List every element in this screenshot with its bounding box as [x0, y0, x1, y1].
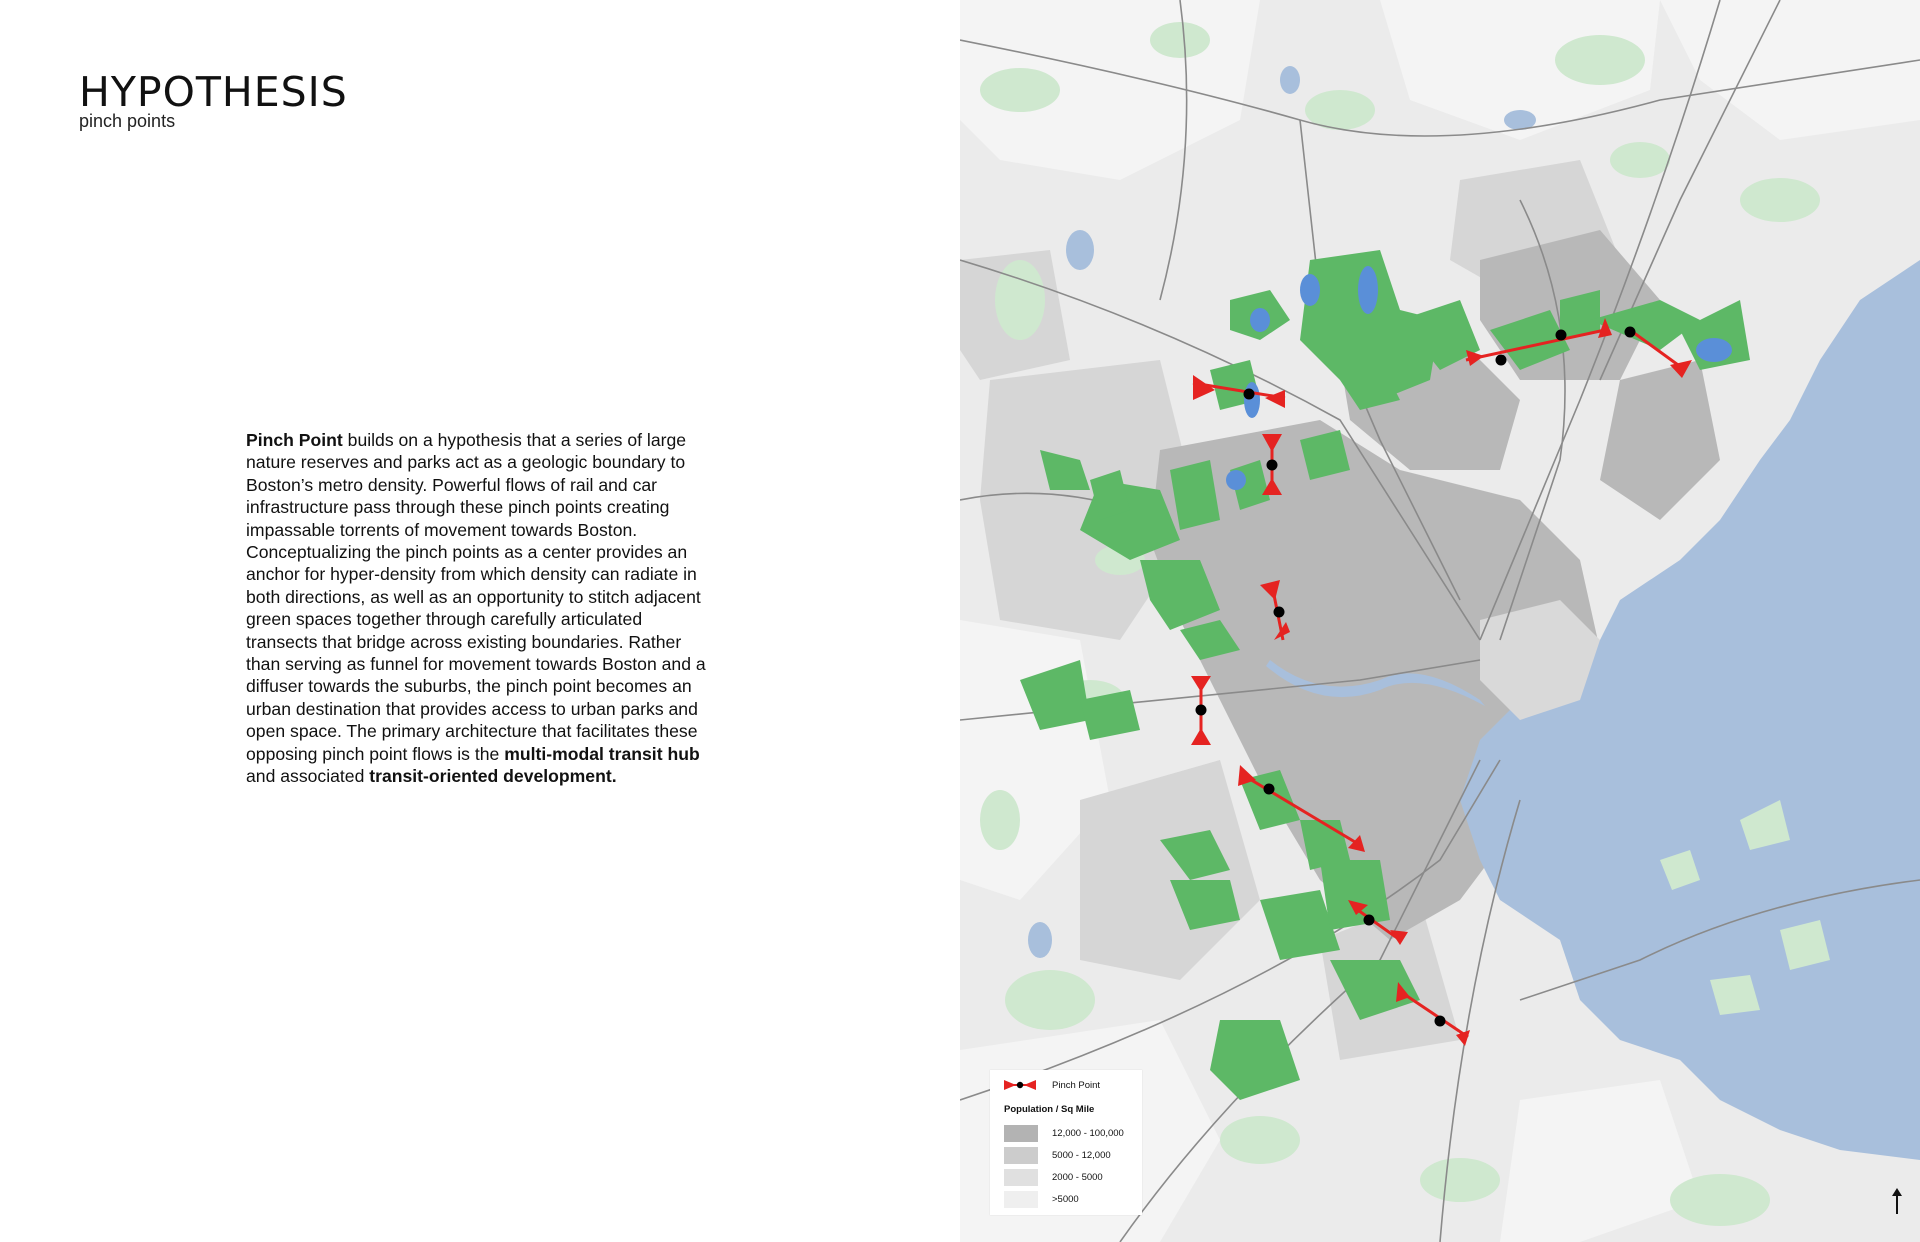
- legend-class-row: [1004, 1169, 1103, 1186]
- legend-class-row: [1004, 1147, 1111, 1164]
- legend-class-row: [1004, 1125, 1124, 1142]
- map-legend: [990, 1070, 1142, 1215]
- tod-bold: transit-oriented development.: [369, 766, 617, 787]
- map-canvas: [960, 0, 1920, 1242]
- legend-title: Population / Sq Mile: [1004, 1104, 1095, 1115]
- legend-swatch: [1004, 1191, 1038, 1208]
- legend-swatch: [1004, 1169, 1038, 1186]
- legend-swatch: [1004, 1147, 1038, 1164]
- page-subtitle: pinch points: [79, 111, 176, 131]
- legend-swatch: [1004, 1125, 1038, 1142]
- transit-hub-bold: multi-modal transit hub: [504, 743, 700, 764]
- legend-class-label: 2000 - 5000: [1052, 1172, 1103, 1183]
- paragraph-mid-text: and associated: [246, 766, 370, 787]
- paragraph-text: builds on a hypothesis that a series of large nature reserves and parks act as a geologic boundary to Boston’s metro density. Powerful flows of rail and car infrastructure pass through these pinch points creating impassable torrents of movement towards Boston. Conceptualizing the pinch points as a center provides an anchor for hyper-density from which density can radiate in both directions, as well as an opportunity to stitch adjacent green spaces together through carefully articulated transects that bridge across existing boundaries. Rather than serving as funnel for movement towards Boston and a diffuser towards the suburbs, the pinch point becomes an urban destination that provides access to urban parks and open space. The primary architecture that facilitates these opposing pinch point flows is the: [246, 430, 706, 764]
- pinch-point-icon: [1002, 1078, 1038, 1092]
- north-arrow-icon: [1891, 1188, 1903, 1214]
- legend-class-label: 12,000 - 100,000: [1052, 1128, 1124, 1139]
- legend-pinch-label: Pinch Point: [1052, 1079, 1101, 1091]
- legend-class-label: >5000: [1052, 1194, 1079, 1205]
- legend-class-row: [1004, 1191, 1079, 1208]
- pinch-point-bold: Pinch Point: [246, 430, 343, 450]
- legend-class-label: 5000 - 12,000: [1052, 1150, 1111, 1161]
- hypothesis-paragraph: [246, 429, 716, 788]
- page-title: HYPOTHESIS: [79, 68, 348, 116]
- boston-density-map: [960, 0, 1920, 1242]
- legend-pinch-row: [1002, 1078, 1100, 1092]
